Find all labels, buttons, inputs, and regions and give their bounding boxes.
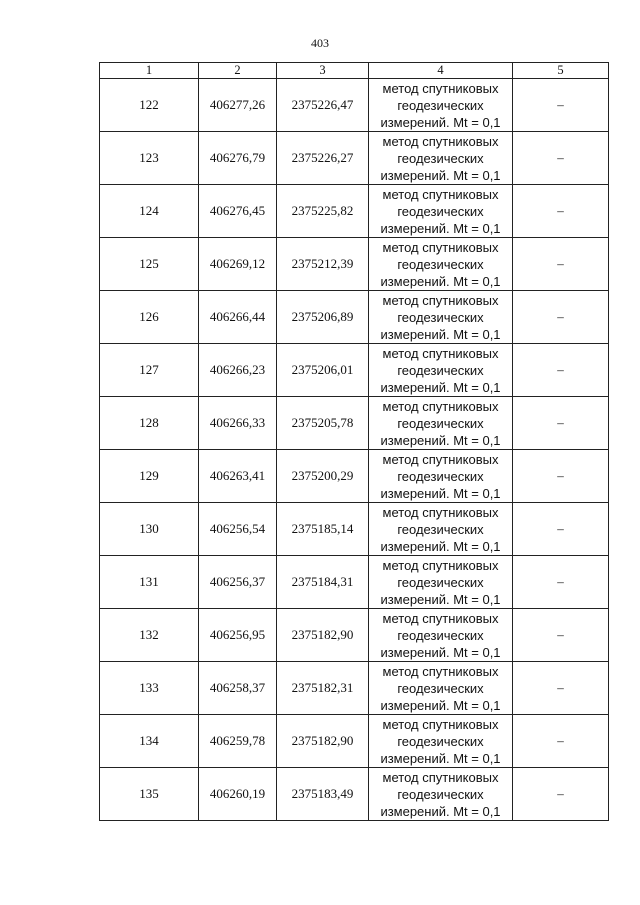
note-cell: – xyxy=(513,397,609,450)
method-cell xyxy=(369,79,513,132)
page-number: 403 xyxy=(311,36,329,50)
method-line: геодезических xyxy=(397,203,484,219)
method-cell xyxy=(369,556,513,609)
method-line: геодезических xyxy=(397,97,484,113)
method-line: измерений. Mt = 0,1 xyxy=(380,273,501,289)
table-row xyxy=(100,344,609,397)
method-line: измерений. Mt = 0,1 xyxy=(380,485,501,501)
method-cell xyxy=(369,662,513,715)
point-number-cell: 124 xyxy=(100,185,199,238)
x-coordinate-cell: 406266,23 xyxy=(199,344,277,397)
table-row xyxy=(100,662,609,715)
x-coordinate-cell: 406276,79 xyxy=(199,132,277,185)
note-cell: – xyxy=(513,185,609,238)
y-coordinate-cell: 2375206,89 xyxy=(277,291,369,344)
header-col-5: 5 xyxy=(513,63,609,79)
x-coordinate-cell: 406256,95 xyxy=(199,609,277,662)
method-line: метод спутниковых xyxy=(382,133,499,149)
method-line: метод спутниковых xyxy=(382,557,499,573)
x-coordinate-cell: 406269,12 xyxy=(199,238,277,291)
y-coordinate-cell: 2375206,01 xyxy=(277,344,369,397)
point-number-cell: 127 xyxy=(100,344,199,397)
note-cell: – xyxy=(513,291,609,344)
note-cell: – xyxy=(513,132,609,185)
table-row xyxy=(100,609,609,662)
point-number-cell: 125 xyxy=(100,238,199,291)
y-coordinate-cell: 2375184,31 xyxy=(277,556,369,609)
point-number-cell: 128 xyxy=(100,397,199,450)
header-col-1: 1 xyxy=(100,63,199,79)
y-coordinate-cell: 2375182,90 xyxy=(277,715,369,768)
method-cell xyxy=(369,238,513,291)
method-line: метод спутниковых xyxy=(382,663,499,679)
point-number-cell: 130 xyxy=(100,503,199,556)
method-line: метод спутниковых xyxy=(382,398,499,414)
x-coordinate-cell: 406256,37 xyxy=(199,556,277,609)
y-coordinate-cell: 2375182,31 xyxy=(277,662,369,715)
method-cell xyxy=(369,450,513,503)
point-number-cell: 123 xyxy=(100,132,199,185)
header-col-2: 2 xyxy=(199,63,277,79)
method-line: измерений. Mt = 0,1 xyxy=(380,114,501,130)
x-coordinate-cell: 406263,41 xyxy=(199,450,277,503)
method-cell xyxy=(369,185,513,238)
header-col-3: 3 xyxy=(277,63,369,79)
table-row xyxy=(100,768,609,821)
point-number-cell: 133 xyxy=(100,662,199,715)
method-line: измерений. Mt = 0,1 xyxy=(380,750,501,766)
method-line: геодезических xyxy=(397,309,484,325)
method-line: метод спутниковых xyxy=(382,716,499,732)
point-number-cell: 134 xyxy=(100,715,199,768)
x-coordinate-cell: 406259,78 xyxy=(199,715,277,768)
method-line: измерений. Mt = 0,1 xyxy=(380,803,501,819)
table-row xyxy=(100,132,609,185)
method-line: геодезических xyxy=(397,786,484,802)
method-line: измерений. Mt = 0,1 xyxy=(380,167,501,183)
point-number-cell: 126 xyxy=(100,291,199,344)
x-coordinate-cell: 406277,26 xyxy=(199,79,277,132)
y-coordinate-cell: 2375226,27 xyxy=(277,132,369,185)
table-body xyxy=(100,79,609,821)
point-number-cell: 132 xyxy=(100,609,199,662)
method-cell xyxy=(369,344,513,397)
table-row xyxy=(100,238,609,291)
note-cell: – xyxy=(513,556,609,609)
method-line: измерений. Mt = 0,1 xyxy=(380,697,501,713)
y-coordinate-cell: 2375182,90 xyxy=(277,609,369,662)
method-cell xyxy=(369,609,513,662)
note-cell: – xyxy=(513,450,609,503)
method-line: геодезических xyxy=(397,415,484,431)
note-cell: – xyxy=(513,609,609,662)
method-cell xyxy=(369,397,513,450)
method-line: метод спутниковых xyxy=(382,239,499,255)
x-coordinate-cell: 406260,19 xyxy=(199,768,277,821)
note-cell: – xyxy=(513,79,609,132)
y-coordinate-cell: 2375225,82 xyxy=(277,185,369,238)
table-row xyxy=(100,397,609,450)
note-cell: – xyxy=(513,768,609,821)
table-row xyxy=(100,79,609,132)
y-coordinate-cell: 2375185,14 xyxy=(277,503,369,556)
method-line: метод спутниковых xyxy=(382,186,499,202)
method-line: геодезических xyxy=(397,362,484,378)
method-line: измерений. Mt = 0,1 xyxy=(380,220,501,236)
y-coordinate-cell: 2375183,49 xyxy=(277,768,369,821)
x-coordinate-cell: 406276,45 xyxy=(199,185,277,238)
method-cell xyxy=(369,291,513,344)
table-row xyxy=(100,715,609,768)
note-cell: – xyxy=(513,238,609,291)
method-line: геодезических xyxy=(397,680,484,696)
method-line: метод спутниковых xyxy=(382,80,499,96)
table-row xyxy=(100,291,609,344)
x-coordinate-cell: 406258,37 xyxy=(199,662,277,715)
method-line: геодезических xyxy=(397,521,484,537)
method-line: метод спутниковых xyxy=(382,610,499,626)
y-coordinate-cell: 2375226,47 xyxy=(277,79,369,132)
method-line: измерений. Mt = 0,1 xyxy=(380,644,501,660)
header-col-4: 4 xyxy=(369,63,513,79)
table-row xyxy=(100,556,609,609)
method-line: измерений. Mt = 0,1 xyxy=(380,591,501,607)
method-line: измерений. Mt = 0,1 xyxy=(380,432,501,448)
table-row xyxy=(100,185,609,238)
coordinates-table xyxy=(99,62,609,821)
method-line: геодезических xyxy=(397,256,484,272)
method-line: геодезических xyxy=(397,468,484,484)
y-coordinate-cell: 2375212,39 xyxy=(277,238,369,291)
method-line: геодезических xyxy=(397,574,484,590)
x-coordinate-cell: 406256,54 xyxy=(199,503,277,556)
method-line: геодезических xyxy=(397,150,484,166)
y-coordinate-cell: 2375200,29 xyxy=(277,450,369,503)
method-line: метод спутниковых xyxy=(382,292,499,308)
method-line: измерений. Mt = 0,1 xyxy=(380,379,501,395)
method-line: измерений. Mt = 0,1 xyxy=(380,538,501,554)
method-line: метод спутниковых xyxy=(382,451,499,467)
point-number-cell: 122 xyxy=(100,79,199,132)
method-cell xyxy=(369,503,513,556)
point-number-cell: 135 xyxy=(100,768,199,821)
method-cell xyxy=(369,132,513,185)
method-line: измерений. Mt = 0,1 xyxy=(380,326,501,342)
method-cell xyxy=(369,715,513,768)
method-line: метод спутниковых xyxy=(382,769,499,785)
method-line: геодезических xyxy=(397,733,484,749)
table-row xyxy=(100,450,609,503)
method-cell xyxy=(369,768,513,821)
note-cell: – xyxy=(513,715,609,768)
y-coordinate-cell: 2375205,78 xyxy=(277,397,369,450)
point-number-cell: 129 xyxy=(100,450,199,503)
x-coordinate-cell: 406266,44 xyxy=(199,291,277,344)
method-line: метод спутниковых xyxy=(382,504,499,520)
x-coordinate-cell: 406266,33 xyxy=(199,397,277,450)
note-cell: – xyxy=(513,503,609,556)
method-line: геодезических xyxy=(397,627,484,643)
header-row xyxy=(100,63,609,79)
table-row xyxy=(100,503,609,556)
method-line: метод спутниковых xyxy=(382,345,499,361)
note-cell: – xyxy=(513,344,609,397)
point-number-cell: 131 xyxy=(100,556,199,609)
note-cell: – xyxy=(513,662,609,715)
